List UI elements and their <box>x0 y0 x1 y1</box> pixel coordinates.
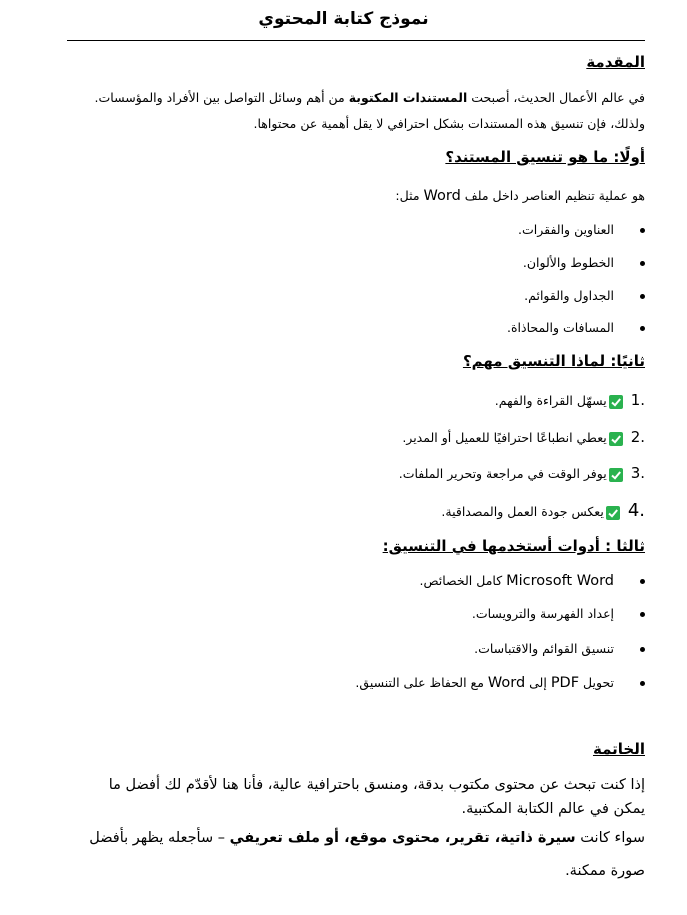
section1-lead: هو عملية تنظيم العناصر داخل ملف Word مثل: <box>395 188 645 204</box>
check-mark-icon <box>606 506 620 520</box>
numbered-item: 2. يعطي انطباعًا احترافيًا للعميل أو المدير. <box>402 428 645 446</box>
intro-line-1: في عالم الأعمال الحديث، أصبحت المستندات المكتوبة من أهم وسائل التواصل بين الأفراد والمؤسسات. <box>94 90 645 105</box>
numbered-item: 4. يعكس جودة العمل والمصداقية. <box>441 500 645 521</box>
conclusion-heading: الخاتمة <box>592 740 645 758</box>
conclusion-line-4: صورة ممكنة. <box>565 863 645 879</box>
check-mark-icon <box>609 395 623 409</box>
bullet-icon <box>640 294 645 299</box>
bullet-icon <box>640 579 645 584</box>
list-item: تحويل PDF إلى Word مع الحفاظ على التنسيق. <box>355 675 645 691</box>
conclusion-line-2: يمكن في عالم الكتابة المكتبية. <box>461 801 645 817</box>
bullet-icon <box>640 326 645 331</box>
list-item: العناوين والفقرات. <box>518 222 645 237</box>
bullet-icon <box>640 228 645 233</box>
check-mark-icon <box>609 432 623 446</box>
conclusion-line-1: إذا كنت تبحث عن محتوى مكتوب بدقة، ومنسق باحترافية عالية، فأنا هنا لأقدّم لك أفضل ما <box>108 777 645 793</box>
bullet-icon <box>640 612 645 617</box>
section2-heading: ثانيًا: لماذا التنسيق مهم؟ <box>462 352 645 370</box>
list-item: Microsoft Word كامل الخصائص. <box>419 573 645 589</box>
check-mark-icon <box>609 468 623 482</box>
numbered-item: 1. يسهّل القراءة والفهم. <box>494 391 645 409</box>
title-divider <box>67 40 645 41</box>
numbered-item: 3. يوفر الوقت في مراجعة وتحرير الملفات. <box>398 464 645 482</box>
intro-heading: المقدمة <box>586 53 645 71</box>
list-item: المسافات والمحاذاة. <box>507 320 645 335</box>
bullet-icon <box>640 647 645 652</box>
list-item: الجداول والقوائم. <box>524 288 645 303</box>
bullet-icon <box>640 261 645 266</box>
bullet-icon <box>640 681 645 686</box>
page-title: نموذج كتابة المحتوي <box>258 9 429 29</box>
list-item: الخطوط والألوان. <box>523 255 645 270</box>
intro-line-2: ولذلك، فإن تنسيق هذه المستندات بشكل احترافي لا يقل أهمية عن محتواها. <box>253 116 645 131</box>
list-item: تنسيق القوائم والاقتباسات. <box>474 641 645 656</box>
list-item: إعداد الفهرسة والترويسات. <box>472 606 645 621</box>
section1-heading: أولًا: ما هو تنسيق المستند؟ <box>445 148 645 166</box>
section3-heading: ثالثا : أدوات أستخدمها في التنسيق: <box>382 537 645 555</box>
conclusion-line-3: سواء كانت سيرة ذاتية، تقرير، محتوى موقع، أو ملف تعريفي – سأجعله يظهر بأفضل <box>89 830 645 846</box>
